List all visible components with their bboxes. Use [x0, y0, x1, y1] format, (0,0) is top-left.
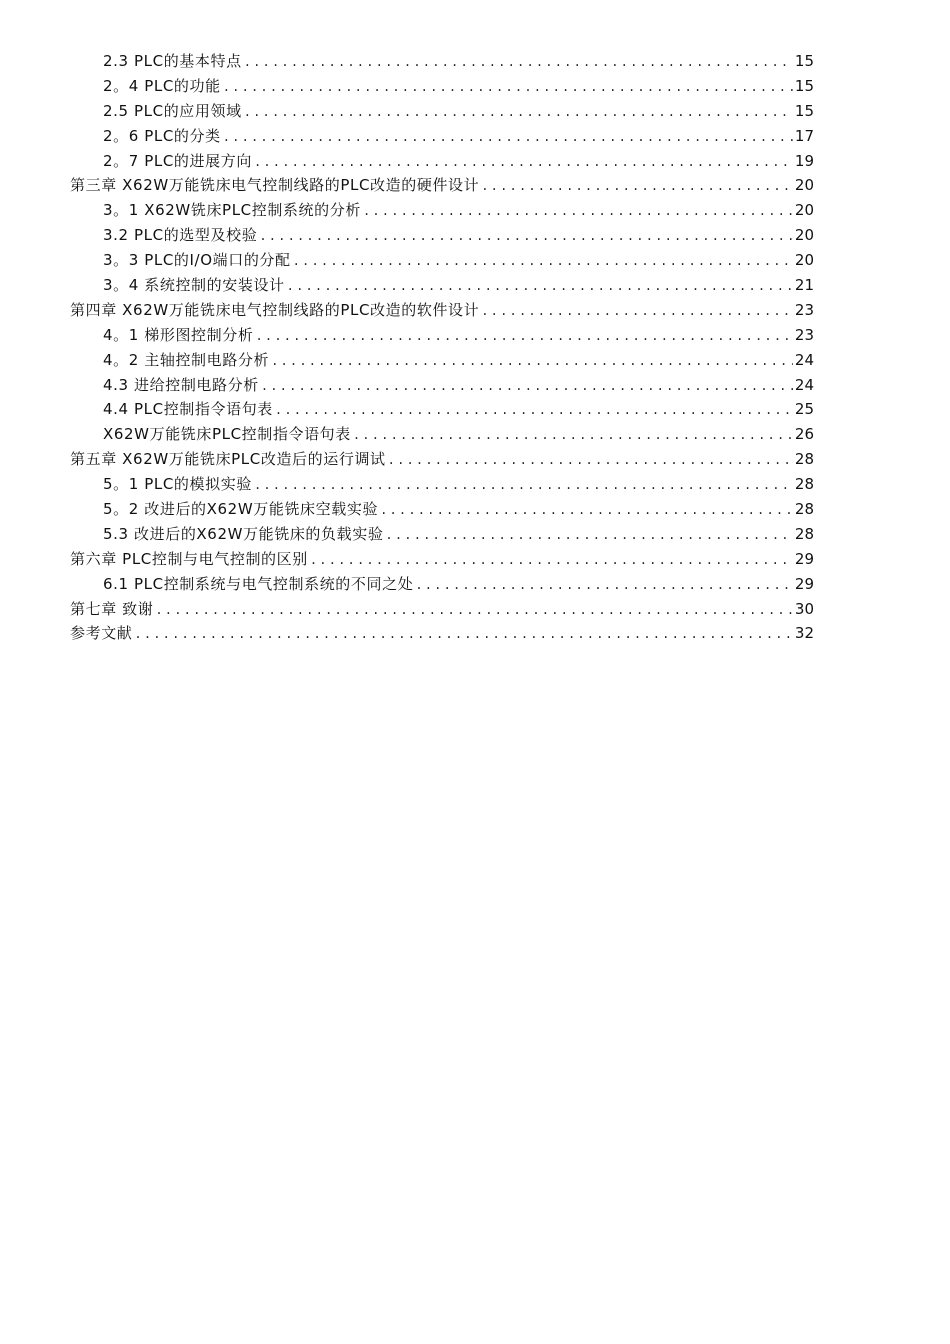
toc-entry[interactable]	[70, 223, 814, 248]
toc-chapter-entry[interactable]	[70, 173, 814, 198]
toc-leader-dots	[244, 100, 793, 125]
toc-leader-dots	[254, 150, 793, 175]
toc-leader-dots	[415, 573, 793, 598]
toc-leader-dots	[310, 548, 793, 573]
toc-entry-page: 20	[794, 176, 814, 195]
toc-entry[interactable]	[70, 99, 814, 124]
table-of-contents	[70, 49, 814, 646]
toc-leader-dots	[134, 622, 793, 647]
toc-chapter-entry[interactable]	[70, 597, 814, 622]
toc-leader-dots	[261, 374, 793, 399]
toc-entry[interactable]	[70, 248, 814, 273]
toc-leader-dots	[385, 523, 792, 548]
toc-entry-title: 4。1 梯形图控制分析	[103, 325, 254, 344]
toc-entry[interactable]	[70, 149, 814, 174]
toc-entry[interactable]	[70, 422, 814, 447]
toc-leader-dots	[481, 174, 793, 199]
toc-entry-page: 29	[794, 549, 814, 568]
toc-entry[interactable]	[70, 273, 814, 298]
toc-entry-title: 3。3 PLC的I/O端口的分配	[103, 251, 291, 270]
toc-leader-dots	[223, 125, 793, 150]
toc-entry-title: 4.4 PLC控制指令语句表	[103, 400, 273, 419]
toc-leader-dots	[275, 398, 793, 423]
toc-entry[interactable]	[70, 373, 814, 398]
toc-entry-title: 3.2 PLC的选型及校验	[103, 226, 258, 245]
toc-entry[interactable]	[70, 198, 814, 223]
toc-entry[interactable]	[70, 522, 814, 547]
toc-entry[interactable]	[70, 49, 814, 74]
toc-entry-title: 2.5 PLC的应用领域	[103, 101, 242, 120]
toc-leader-dots	[254, 473, 793, 498]
toc-entry-page: 28	[794, 524, 814, 543]
toc-entry-title: 4。2 主轴控制电路分析	[103, 350, 270, 369]
toc-leader-dots	[271, 349, 793, 374]
toc-entry-title: 6.1 PLC控制系统与电气控制系统的不同之处	[103, 574, 414, 593]
toc-entry-page: 23	[794, 325, 814, 344]
toc-leader-dots	[255, 324, 792, 349]
toc-leader-dots	[155, 598, 793, 623]
toc-entry[interactable]	[70, 323, 814, 348]
toc-entry-title: 2。4 PLC的功能	[103, 76, 221, 95]
toc-entry-title: 2。6 PLC的分类	[103, 126, 221, 145]
toc-entry[interactable]	[70, 472, 814, 497]
toc-entry-page: 24	[794, 350, 814, 369]
toc-leader-dots	[287, 274, 793, 299]
toc-entry-page: 28	[794, 475, 814, 494]
toc-entry-title: 第七章 致谢	[70, 599, 154, 618]
toc-entry[interactable]	[70, 397, 814, 422]
toc-leader-dots	[353, 423, 793, 448]
toc-entry-page: 30	[794, 599, 814, 618]
toc-entry-title: 5.3 改进后的X62W万能铣床的负载实验	[103, 524, 384, 543]
toc-entry[interactable]	[70, 497, 814, 522]
toc-entry-title: 第五章 X62W万能铣床PLC改造后的运行调试	[70, 450, 386, 469]
toc-entry-title: 5。2 改进后的X62W万能铣床空载实验	[103, 500, 379, 519]
toc-chapter-entry[interactable]	[70, 547, 814, 572]
toc-leader-dots	[388, 448, 793, 473]
toc-entry-title: 第六章 PLC控制与电气控制的区别	[70, 549, 308, 568]
toc-entry-page: 17	[794, 126, 814, 145]
toc-entry-title: 3。1 X62W铣床PLC控制系统的分析	[103, 201, 361, 220]
toc-entry-title: X62W万能铣床PLC控制指令语句表	[103, 425, 351, 444]
toc-entry-title: 3。4 系统控制的安装设计	[103, 276, 285, 295]
toc-entry[interactable]	[70, 124, 814, 149]
toc-entry-page: 21	[794, 276, 814, 295]
toc-leader-dots	[481, 299, 793, 324]
toc-entry-title: 参考文献	[70, 624, 133, 643]
toc-entry-page: 28	[794, 500, 814, 519]
toc-entry-page: 15	[794, 101, 814, 120]
toc-entry[interactable]	[70, 348, 814, 373]
toc-entry-page: 29	[794, 574, 814, 593]
toc-entry[interactable]	[70, 572, 814, 597]
toc-entry-page: 24	[794, 375, 814, 394]
toc-entry-page: 15	[794, 76, 814, 95]
toc-entry-page: 26	[794, 425, 814, 444]
toc-leader-dots	[380, 498, 793, 523]
toc-chapter-entry[interactable]	[70, 298, 814, 323]
toc-entry-title: 第四章 X62W万能铣床电气控制线路的PLC改造的软件设计	[70, 300, 480, 319]
toc-entry-page: 15	[794, 52, 814, 70]
toc-leader-dots	[259, 224, 793, 249]
toc-chapter-entry[interactable]	[70, 447, 814, 472]
toc-entry-page: 20	[794, 226, 814, 245]
toc-entry-title: 2.3 PLC的基本特点	[103, 52, 242, 70]
toc-entry-page: 23	[794, 300, 814, 319]
toc-leader-dots	[293, 249, 793, 274]
toc-leader-dots	[244, 50, 793, 75]
toc-chapter-entry[interactable]	[70, 621, 814, 646]
toc-entry-page: 19	[794, 151, 814, 170]
toc-leader-dots	[363, 199, 793, 224]
toc-entry-page: 32	[794, 624, 814, 643]
toc-entry-page: 20	[794, 201, 814, 220]
toc-entry[interactable]	[70, 74, 814, 99]
toc-entry-page: 20	[794, 251, 814, 270]
toc-entry-page: 28	[794, 450, 814, 469]
toc-entry-page: 25	[794, 400, 814, 419]
toc-leader-dots	[223, 75, 793, 100]
toc-entry-title: 2。7 PLC的进展方向	[103, 151, 252, 170]
toc-entry-title: 5。1 PLC的模拟实验	[103, 475, 252, 494]
toc-entry-title: 4.3 进给控制电路分析	[103, 375, 259, 394]
toc-entry-title: 第三章 X62W万能铣床电气控制线路的PLC改造的硬件设计	[70, 176, 480, 195]
